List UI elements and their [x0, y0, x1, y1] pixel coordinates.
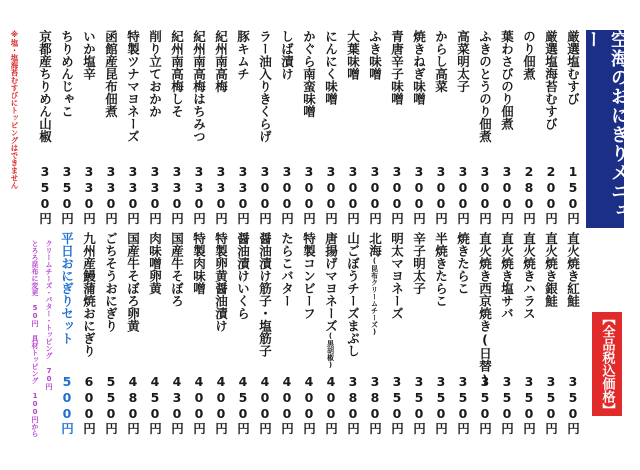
- menu-item-price: 430円: [169, 374, 185, 436]
- menu-item-name: 特製肉味噌: [191, 232, 207, 295]
- menu-item-name: 紀州南高梅しそ: [169, 30, 185, 118]
- menu-item-price: 380円: [345, 374, 361, 436]
- menu-item-price: 350円: [499, 374, 515, 436]
- menu-item-name-with-note: [324, 232, 337, 369]
- menu-item-price: 330円: [103, 164, 119, 226]
- menu-item-name: 直火焼きハラス: [521, 232, 537, 320]
- menu-item-name: ラー油入りきくらげ: [257, 30, 273, 143]
- menu-item-price: 350円: [37, 164, 53, 226]
- menu-item-note: (黒胡椒): [326, 332, 335, 369]
- cream-cheese-topping-note: クリームチーズ・バター・トッピング 70円: [45, 240, 53, 390]
- menu-title: 空海のおにぎりメニュー: [586, 30, 624, 228]
- menu-item-price: 300円: [279, 164, 295, 226]
- menu-item-price: 350円: [59, 164, 75, 226]
- menu-item-price: 330円: [81, 164, 97, 226]
- menu-item-price: 450円: [235, 374, 251, 436]
- menu-item-price: 400円: [257, 374, 273, 436]
- menu-item-price: 300円: [257, 164, 273, 226]
- menu-item-name: 山ごぼうチーズまぶし: [345, 232, 361, 357]
- menu-item-name: 直火焼き紅鮭: [565, 232, 581, 307]
- menu-item-price: 300円: [433, 164, 449, 226]
- menu-item-name: 直火焼き銀鮭: [543, 232, 559, 307]
- menu-item-name: しば漬け: [279, 30, 295, 80]
- menu-item-price: 350円: [477, 374, 493, 436]
- menu-item-name: のり佃煮: [521, 30, 537, 80]
- menu-item-name: 直火焼き西京焼き(日替): [477, 232, 493, 387]
- menu-item-name: 醤油漬けいくら: [235, 232, 251, 320]
- menu-item-name: 高菜明太子: [455, 30, 471, 93]
- menu-item-name: ごちそうおにぎり: [103, 232, 119, 332]
- menu-item-name: ふき味噌: [367, 30, 383, 80]
- menu-item-name: 特製ツナマヨネーズ: [125, 30, 141, 143]
- menu-item-price: 280円: [521, 164, 537, 226]
- menu-item-name: 青唐辛子味噌: [389, 30, 405, 105]
- menu-item-name: 特製コンビーフ: [301, 232, 317, 320]
- tax-included-label: 【全品税込価格】: [592, 312, 622, 416]
- menu-item-note: (昆布クリームチーズ): [370, 257, 379, 336]
- menu-item-price: 330円: [147, 164, 163, 226]
- menu-item-price: 330円: [169, 164, 185, 226]
- tororo-topping-note: とろろ昆布に変更 50円 具材トッピング 100円から: [31, 240, 39, 437]
- menu-item-price: 350円: [389, 374, 405, 436]
- menu-item-name: 醤油漬け筋子・塩筋子: [257, 232, 273, 357]
- menu-item-name: 北海: [367, 232, 383, 257]
- menu-item-name: にんにく味噌: [323, 30, 339, 105]
- menu-item-price: 400円: [279, 374, 295, 436]
- menu-item-price: 350円: [455, 374, 471, 436]
- menu-item-price: 330円: [191, 164, 207, 226]
- menu-item-name: かぐら南蛮味噌: [301, 30, 317, 118]
- menu-item-name: たらこバター: [279, 232, 295, 307]
- set-item-name: 平日おにぎりセット: [59, 232, 75, 345]
- menu-item-name: 京都産ちりめん山椒: [37, 30, 53, 143]
- menu-item-name-with-note: [368, 232, 381, 336]
- menu-item-name: 半焼きたらこ: [433, 232, 449, 307]
- menu-item-price: 400円: [323, 374, 339, 436]
- menu-item-price: 380円: [367, 374, 383, 436]
- menu-item-price: 350円: [521, 374, 537, 436]
- menu-item-price: 300円: [367, 164, 383, 226]
- menu-item-price: 600円: [81, 374, 97, 436]
- menu-item-name: 厳選塩海苔むすび: [543, 30, 559, 130]
- menu-item-price: 450円: [147, 374, 163, 436]
- menu-item-price: 300円: [345, 164, 361, 226]
- menu-item-price: 350円: [411, 374, 427, 436]
- menu-item-price: 350円: [565, 374, 581, 436]
- menu-item-price: 330円: [213, 164, 229, 226]
- menu-item-name: 函館産昆布佃煮: [103, 30, 119, 118]
- menu-item-name: 辛子明太子: [411, 232, 427, 295]
- menu-item-name: 特製卵黄醤油漬け: [213, 232, 229, 332]
- menu-item-price: 200円: [543, 164, 559, 226]
- menu-item-name: 紀州南高梅はちみつ: [191, 30, 207, 143]
- menu-item-price: 330円: [235, 164, 251, 226]
- menu-item-name: 紀州南高梅: [213, 30, 229, 93]
- menu-item-price: 150円: [565, 164, 581, 226]
- menu-item-price: 400円: [191, 374, 207, 436]
- menu-item-price: 300円: [323, 164, 339, 226]
- menu-item-price: 300円: [477, 164, 493, 226]
- menu-item-name: ちりめんじゃこ: [59, 30, 75, 118]
- menu-item-price: 300円: [301, 164, 317, 226]
- menu-item-name: 焼きたらこ: [455, 232, 471, 295]
- menu-item-price: 350円: [543, 374, 559, 436]
- menu-item-name: 唐揚げマヨネーズ: [323, 232, 339, 332]
- menu-item-price: 300円: [455, 164, 471, 226]
- menu-item-name: 削り立ておかか: [147, 30, 163, 118]
- menu-item-name: 九州産鰻蒲焼おにぎり: [81, 232, 97, 357]
- menu-item-price: 400円: [301, 374, 317, 436]
- menu-item-name: 国産牛そぼろ: [169, 232, 185, 307]
- menu-item-name: 大葉味噌: [345, 30, 361, 80]
- menu-item-name: 葉わさびのり佃煮: [499, 30, 515, 130]
- menu-item-price: 350円: [433, 374, 449, 436]
- menu-item-price: 300円: [389, 164, 405, 226]
- menu-item-price: 300円: [499, 164, 515, 226]
- salt-topping-note: ※塩・塩海苔むすびにトッピングはできません: [10, 30, 19, 189]
- menu-item-name: いか塩辛: [81, 30, 97, 80]
- menu-item-name: ふきのとうのり佃煮: [477, 30, 493, 143]
- menu-item-name: からし高菜: [433, 30, 449, 93]
- menu-item-price: 480円: [125, 374, 141, 436]
- set-item-price: 500円: [59, 374, 75, 436]
- menu-item-name: 豚キムチ: [235, 30, 251, 80]
- menu-item-name: 国産牛そぼろ卵黄: [125, 232, 141, 332]
- menu-item-name: 焼きねぎ味噌: [411, 30, 427, 105]
- menu-item-name: 厳選塩むすび: [565, 30, 581, 105]
- menu-item-price: 550円: [103, 374, 119, 436]
- menu-item-price: 400円: [213, 374, 229, 436]
- menu-item-name: 直火焼き塩サバ: [499, 232, 515, 320]
- menu-item-name: 肉味噌卵黄: [147, 232, 163, 295]
- menu-item-price: 300円: [411, 164, 427, 226]
- menu-item-price: 330円: [125, 164, 141, 226]
- menu-item-name: 明太マヨネーズ: [389, 232, 405, 320]
